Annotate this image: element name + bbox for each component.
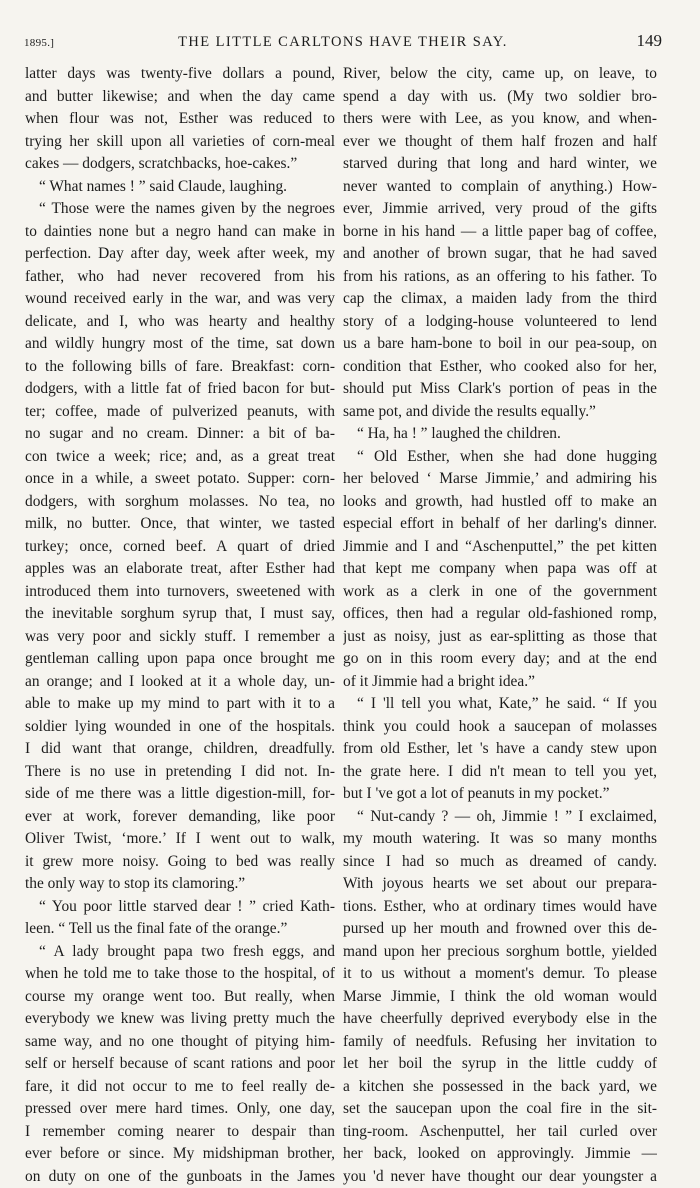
text-line: soldier lying wounded in one of the hospitals. xyxy=(25,716,335,739)
text-line: “ You poor little starved dear ! ” cried Kath- xyxy=(25,896,335,919)
text-line: I did want that orange, children, dreadfully. xyxy=(25,738,335,761)
text-line: latter days was twenty-five dollars a pound, xyxy=(25,63,335,86)
text-line: ever before or since. My midshipman brother, xyxy=(25,1143,335,1166)
text-line: condition that Esther, who cooked also for her, xyxy=(343,356,657,379)
text-line: never wanted to complain of anything.) How- xyxy=(343,176,657,199)
text-line: family of needfuls. Refusing her invitation to xyxy=(343,1031,657,1054)
text-line: apples was an elaborate treat, after Esther had xyxy=(25,558,335,581)
text-line: dodgers, with sorghum molasses. No tea, no xyxy=(25,491,335,514)
text-line: from old Esther, let 's have a candy stew upon xyxy=(343,738,657,761)
text-line: fare, it did not occur to me to feel really de- xyxy=(25,1076,335,1099)
text-line: father, who had never recovered from his xyxy=(25,266,335,289)
text-line: course my orange went too. But really, when xyxy=(25,986,335,1009)
text-line: when he told me to take those to the hospital, of xyxy=(25,963,335,986)
text-line: leen. “ Tell us the final fate of the orange.” xyxy=(25,918,335,941)
text-line: ever we thought of them half frozen and half xyxy=(343,131,657,154)
text-line: and butter likewise; and when the day came xyxy=(25,86,335,109)
text-line: since I had so much as dreamed of candy. xyxy=(343,851,657,874)
text-line: “ I 'll tell you what, Kate,” he said. “ If you xyxy=(343,693,657,716)
text-line: self or herself because of scant rations and poor xyxy=(25,1053,335,1076)
text-line: starved during that long and hard winter, we xyxy=(343,153,657,176)
left-column xyxy=(25,63,335,1188)
text-line: but I 've got a lot of peanuts in my pocket.” xyxy=(343,783,657,806)
text-line: my mouth watering. It was so many months xyxy=(343,828,657,851)
text-line: pursed up her mouth and frowned over this de- xyxy=(343,918,657,941)
text-line: same pot, and divide the results equally.” xyxy=(343,401,657,424)
text-line: to dainties none but a negro hand can make in xyxy=(25,221,335,244)
text-line: milk, no butter. Once, that winter, we tasted xyxy=(25,513,335,536)
text-line: it to us without a moment's demur. To please xyxy=(343,963,657,986)
text-line: work as a clerk in one of the government xyxy=(343,581,657,604)
text-line: and another of brown sugar, that he had saved xyxy=(343,243,657,266)
text-line: the only way to stop its clamoring.” xyxy=(25,873,335,896)
text-line: think you could hook a saucepan of molasses xyxy=(343,716,657,739)
text-line: was very poor and sickly stuff. I remember a xyxy=(25,626,335,649)
text-line: should put Miss Clark's portion of peas in the xyxy=(343,378,657,401)
right-column xyxy=(343,63,657,1188)
text-line: once in a while, a sweet potato. Supper: corn- xyxy=(25,468,335,491)
text-line: when flour was not, Esther was reduced to xyxy=(25,108,335,131)
text-line: looks and growth, had hustled off to make an xyxy=(343,491,657,514)
text-line: to the following bills of fare. Breakfast: corn- xyxy=(25,356,335,379)
header-year: 1895.] xyxy=(24,37,54,49)
text-line: everybody we knew was living pretty much the xyxy=(25,1008,335,1031)
text-line: wound received early in the war, and was very xyxy=(25,288,335,311)
text-line: us a bare ham-bone to boil in our pea-soup, on xyxy=(343,333,657,356)
text-line: I remember coming nearer to despair than xyxy=(25,1121,335,1144)
text-line: “ Ha, ha ! ” laughed the children. xyxy=(343,423,657,446)
text-line: “ Old Esther, when she had done hugging xyxy=(343,446,657,469)
text-line: “ A lady brought papa two fresh eggs, and xyxy=(25,941,335,964)
text-line: tions. Esther, who at ordinary times would have xyxy=(343,896,657,919)
text-line: set the saucepan upon the coal fire in the sit- xyxy=(343,1098,657,1121)
text-line: story of a lodging-house volunteered to lend xyxy=(343,311,657,334)
text-line: River, below the city, came up, on leave, to xyxy=(343,63,657,86)
running-header xyxy=(24,31,662,55)
text-line: her beloved ‘ Marse Jimmie,’ and admiring his xyxy=(343,468,657,491)
text-line: her back, looked on approvingly. Jimmie — xyxy=(343,1143,657,1166)
text-line: con twice a week; rice; and, as a great treat xyxy=(25,446,335,469)
text-line: trying her skill upon all varieties of corn-meal xyxy=(25,131,335,154)
text-line: With joyous hearts we set about our prepara- xyxy=(343,873,657,896)
page-number: 149 xyxy=(637,31,663,51)
text-line: ever, Jimmie arrived, very proud of the gifts xyxy=(343,198,657,221)
header-title: THE LITTLE CARLTONS HAVE THEIR SAY. xyxy=(24,34,662,51)
text-line: that kept me company when papa was off at xyxy=(343,558,657,581)
text-line: Oliver Twist, ‘more.’ If I went out to walk, xyxy=(25,828,335,851)
text-line: a kitchen she possessed in the back yard, we xyxy=(343,1076,657,1099)
text-line: “ Those were the names given by the negroes xyxy=(25,198,335,221)
text-line: dodgers, with a little fat of fried bacon for but- xyxy=(25,378,335,401)
text-line: an orange; and I looked at it a whole day, un- xyxy=(25,671,335,694)
text-line: “ Nut-candy ? — oh, Jimmie ! ” I exclaimed, xyxy=(343,806,657,829)
text-line: There is no use in pretending I did not. In- xyxy=(25,761,335,784)
text-line: and wildly hungry most of the time, sat down xyxy=(25,333,335,356)
text-line: ter; coffee, made of pulverized peanuts, with xyxy=(25,401,335,424)
text-line: you 'd never have thought our dear youngster a xyxy=(343,1166,657,1188)
text-line: especial effort in behalf of her darling's dinner. xyxy=(343,513,657,536)
text-line: spend a day with us. (My two soldier bro- xyxy=(343,86,657,109)
text-line: introduced them into turnovers, sweetened with xyxy=(25,581,335,604)
text-line: no sugar and no cream. Dinner: a bit of ba- xyxy=(25,423,335,446)
text-line: go on in this room every day; and at the end xyxy=(343,648,657,671)
text-line: cap the climax, a maiden lady from the third xyxy=(343,288,657,311)
text-line: the inevitable sorghum syrup that, I must say, xyxy=(25,603,335,626)
text-line: Jimmie and I and “Aschenputtel,” the pet kitten xyxy=(343,536,657,559)
text-line: delicate, and I, who was hearty and healthy xyxy=(25,311,335,334)
text-line: thers were with Lee, as you know, and when- xyxy=(343,108,657,131)
text-line: able to make up my mind to part with it to a xyxy=(25,693,335,716)
text-line: gentleman calling upon papa once brought me xyxy=(25,648,335,671)
text-line: it grew more noisy. Going to bed was really xyxy=(25,851,335,874)
text-line: of it Jimmie had a bright idea.” xyxy=(343,671,657,694)
text-line: turkey; once, corned beef. A quart of dried xyxy=(25,536,335,559)
text-line: the grate here. I did n't mean to tell you yet, xyxy=(343,761,657,784)
text-line: borne in his hand — a little paper bag of coffee, xyxy=(343,221,657,244)
text-line: “ What names ! ” said Claude, laughing. xyxy=(25,176,335,199)
text-line: ting-room. Aschenputtel, her tail curled over xyxy=(343,1121,657,1144)
text-line: on duty on one of the gunboats in the James xyxy=(25,1166,335,1188)
text-line: ever at work, forever demanding, like poor xyxy=(25,806,335,829)
text-line: perfection. Day after day, week after week, my xyxy=(25,243,335,266)
text-line: just as noisy, just as ear-splitting as those that xyxy=(343,626,657,649)
text-line: mand upon her precious sorghum bottle, yielded xyxy=(343,941,657,964)
text-line: cakes — dodgers, scratchbacks, hoe-cakes.” xyxy=(25,153,335,176)
text-line: have cheerfully deprived everybody else in the xyxy=(343,1008,657,1031)
text-line: pressed over mere hard times. Only, one day, xyxy=(25,1098,335,1121)
text-line: let her boil the syrup in the little cuddy of xyxy=(343,1053,657,1076)
text-line: from his rations, as an offering to his father. To xyxy=(343,266,657,289)
text-line: offices, then had a regular old-fashioned romp, xyxy=(343,603,657,626)
text-line: side of me there was a little digestion-mill, for- xyxy=(25,783,335,806)
text-line: same way, and no one thought of pitying him- xyxy=(25,1031,335,1054)
text-line: Marse Jimmie, I think the old woman would xyxy=(343,986,657,1009)
